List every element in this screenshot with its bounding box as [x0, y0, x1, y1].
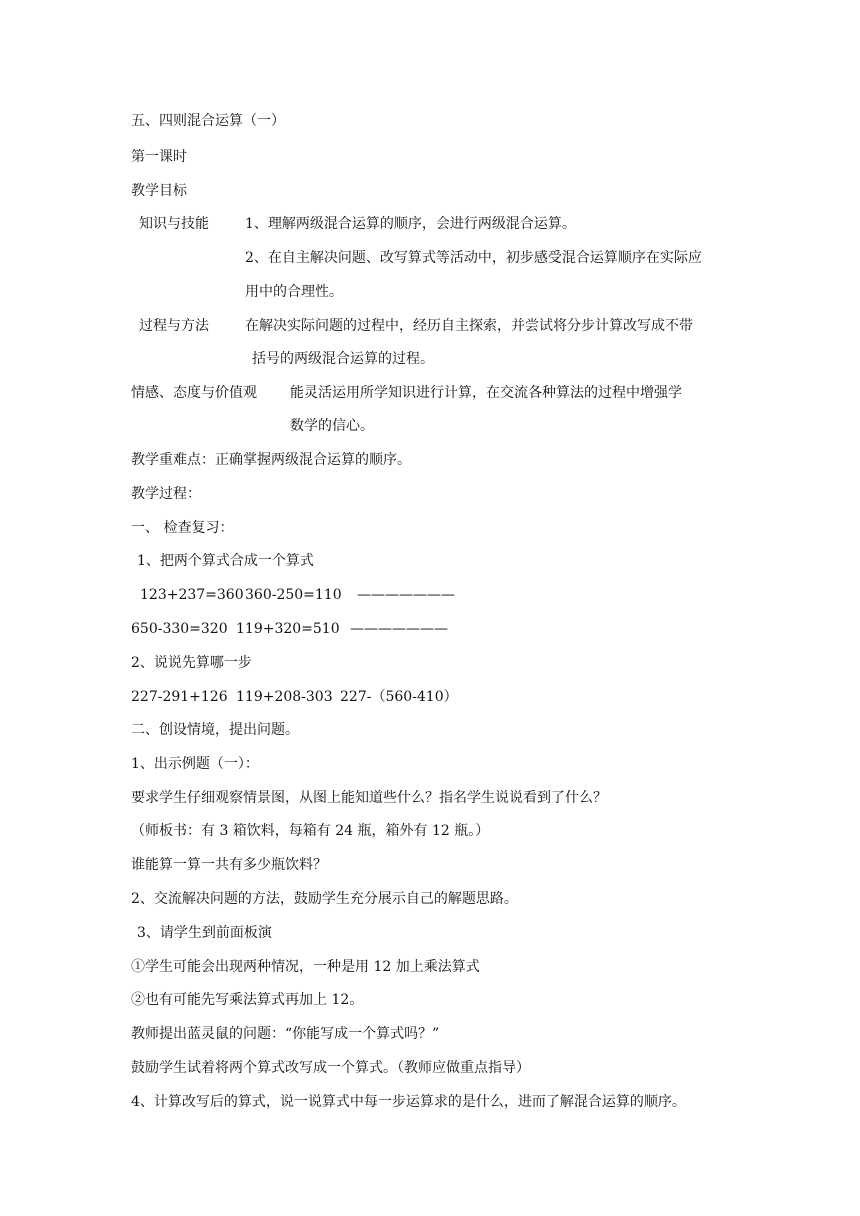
body-text: 3、请学生到前面板演	[137, 925, 272, 941]
expression: 227-291+126	[131, 689, 228, 705]
expression: 227-（560-410）	[340, 689, 458, 705]
objective-text: 2、在自主解决问题、改写算式等活动中，初步感受混合运算顺序在实际应	[245, 250, 702, 266]
body-text: 鼓励学生试着将两个算式改写成一个算式。（教师应做重点指导）	[131, 1060, 530, 1076]
equation: 123+237=360	[140, 587, 244, 603]
objective-text: 数学的信心。	[290, 418, 374, 434]
objective-text: 括号的两级混合运算的过程。	[252, 351, 434, 367]
equation: 360-250=110	[245, 587, 342, 603]
answer-blank: ———————	[350, 621, 448, 637]
equation: 119+320=510	[236, 621, 340, 637]
body-text: 要求学生仔细观察情景图，从图上能知道些什么？指名学生说说看到了什么？	[131, 790, 607, 806]
body-text: 1、出示例题（一）：	[131, 756, 259, 772]
section-heading: 一、 检查复习：	[131, 520, 234, 536]
body-text: （师板书：有 3 箱饮料，每箱有 24 瓶，箱外有 12 瓶。）	[131, 823, 490, 839]
objective-label-emotion: 情感、态度与价值观	[131, 385, 257, 401]
body-text: ②也有可能先写乘法算式再加上 12。	[131, 992, 364, 1008]
objective-label-process: 过程与方法	[139, 318, 209, 334]
answer-blank: ———————	[357, 587, 455, 603]
lesson-label: 第一课时	[131, 149, 187, 165]
objective-text: 在解决实际问题的过程中，经历自主探索，并尝试将分步计算改写成不带	[245, 318, 693, 334]
body-text: 2、交流解决问题的方法，鼓励学生充分展示自己的解题思路。	[131, 891, 518, 907]
section-title: 五、四则混合运算（一）	[131, 113, 285, 129]
body-text: 4、计算改写后的算式，说一说算式中每一步运算求的是什么，进而了解混合运算的顺序。	[131, 1094, 686, 1110]
objective-text: 1、理解两级混合运算的顺序，会进行两级混合运算。	[245, 216, 576, 232]
body-text: 2、说说先算哪一步	[131, 655, 252, 671]
expression: 119+208-303	[236, 689, 333, 705]
objective-text: 能灵活运用所学知识进行计算，在交流各种算法的过程中增强学	[290, 385, 682, 401]
objective-text: 用中的合理性。	[245, 284, 343, 300]
body-text: 1、把两个算式合成一个算式	[137, 553, 314, 569]
heading-process: 教学过程：	[131, 486, 201, 502]
key-points: 教学重难点：正确掌握两级混合运算的顺序。	[131, 452, 411, 468]
body-text: 谁能算一算一共有多少瓶饮料？	[131, 857, 327, 873]
section-heading: 二、创设情境，提出问题。	[131, 722, 299, 738]
objective-label-knowledge: 知识与技能	[139, 216, 209, 232]
equation: 650-330=320	[131, 621, 228, 637]
body-text: 教师提出蓝灵鼠的问题：“你能写成一个算式吗？”	[131, 1026, 440, 1042]
body-text: ①学生可能会出现两种情况，一种是用 12 加上乘法算式	[131, 959, 480, 975]
heading-objectives: 教学目标	[131, 183, 187, 199]
